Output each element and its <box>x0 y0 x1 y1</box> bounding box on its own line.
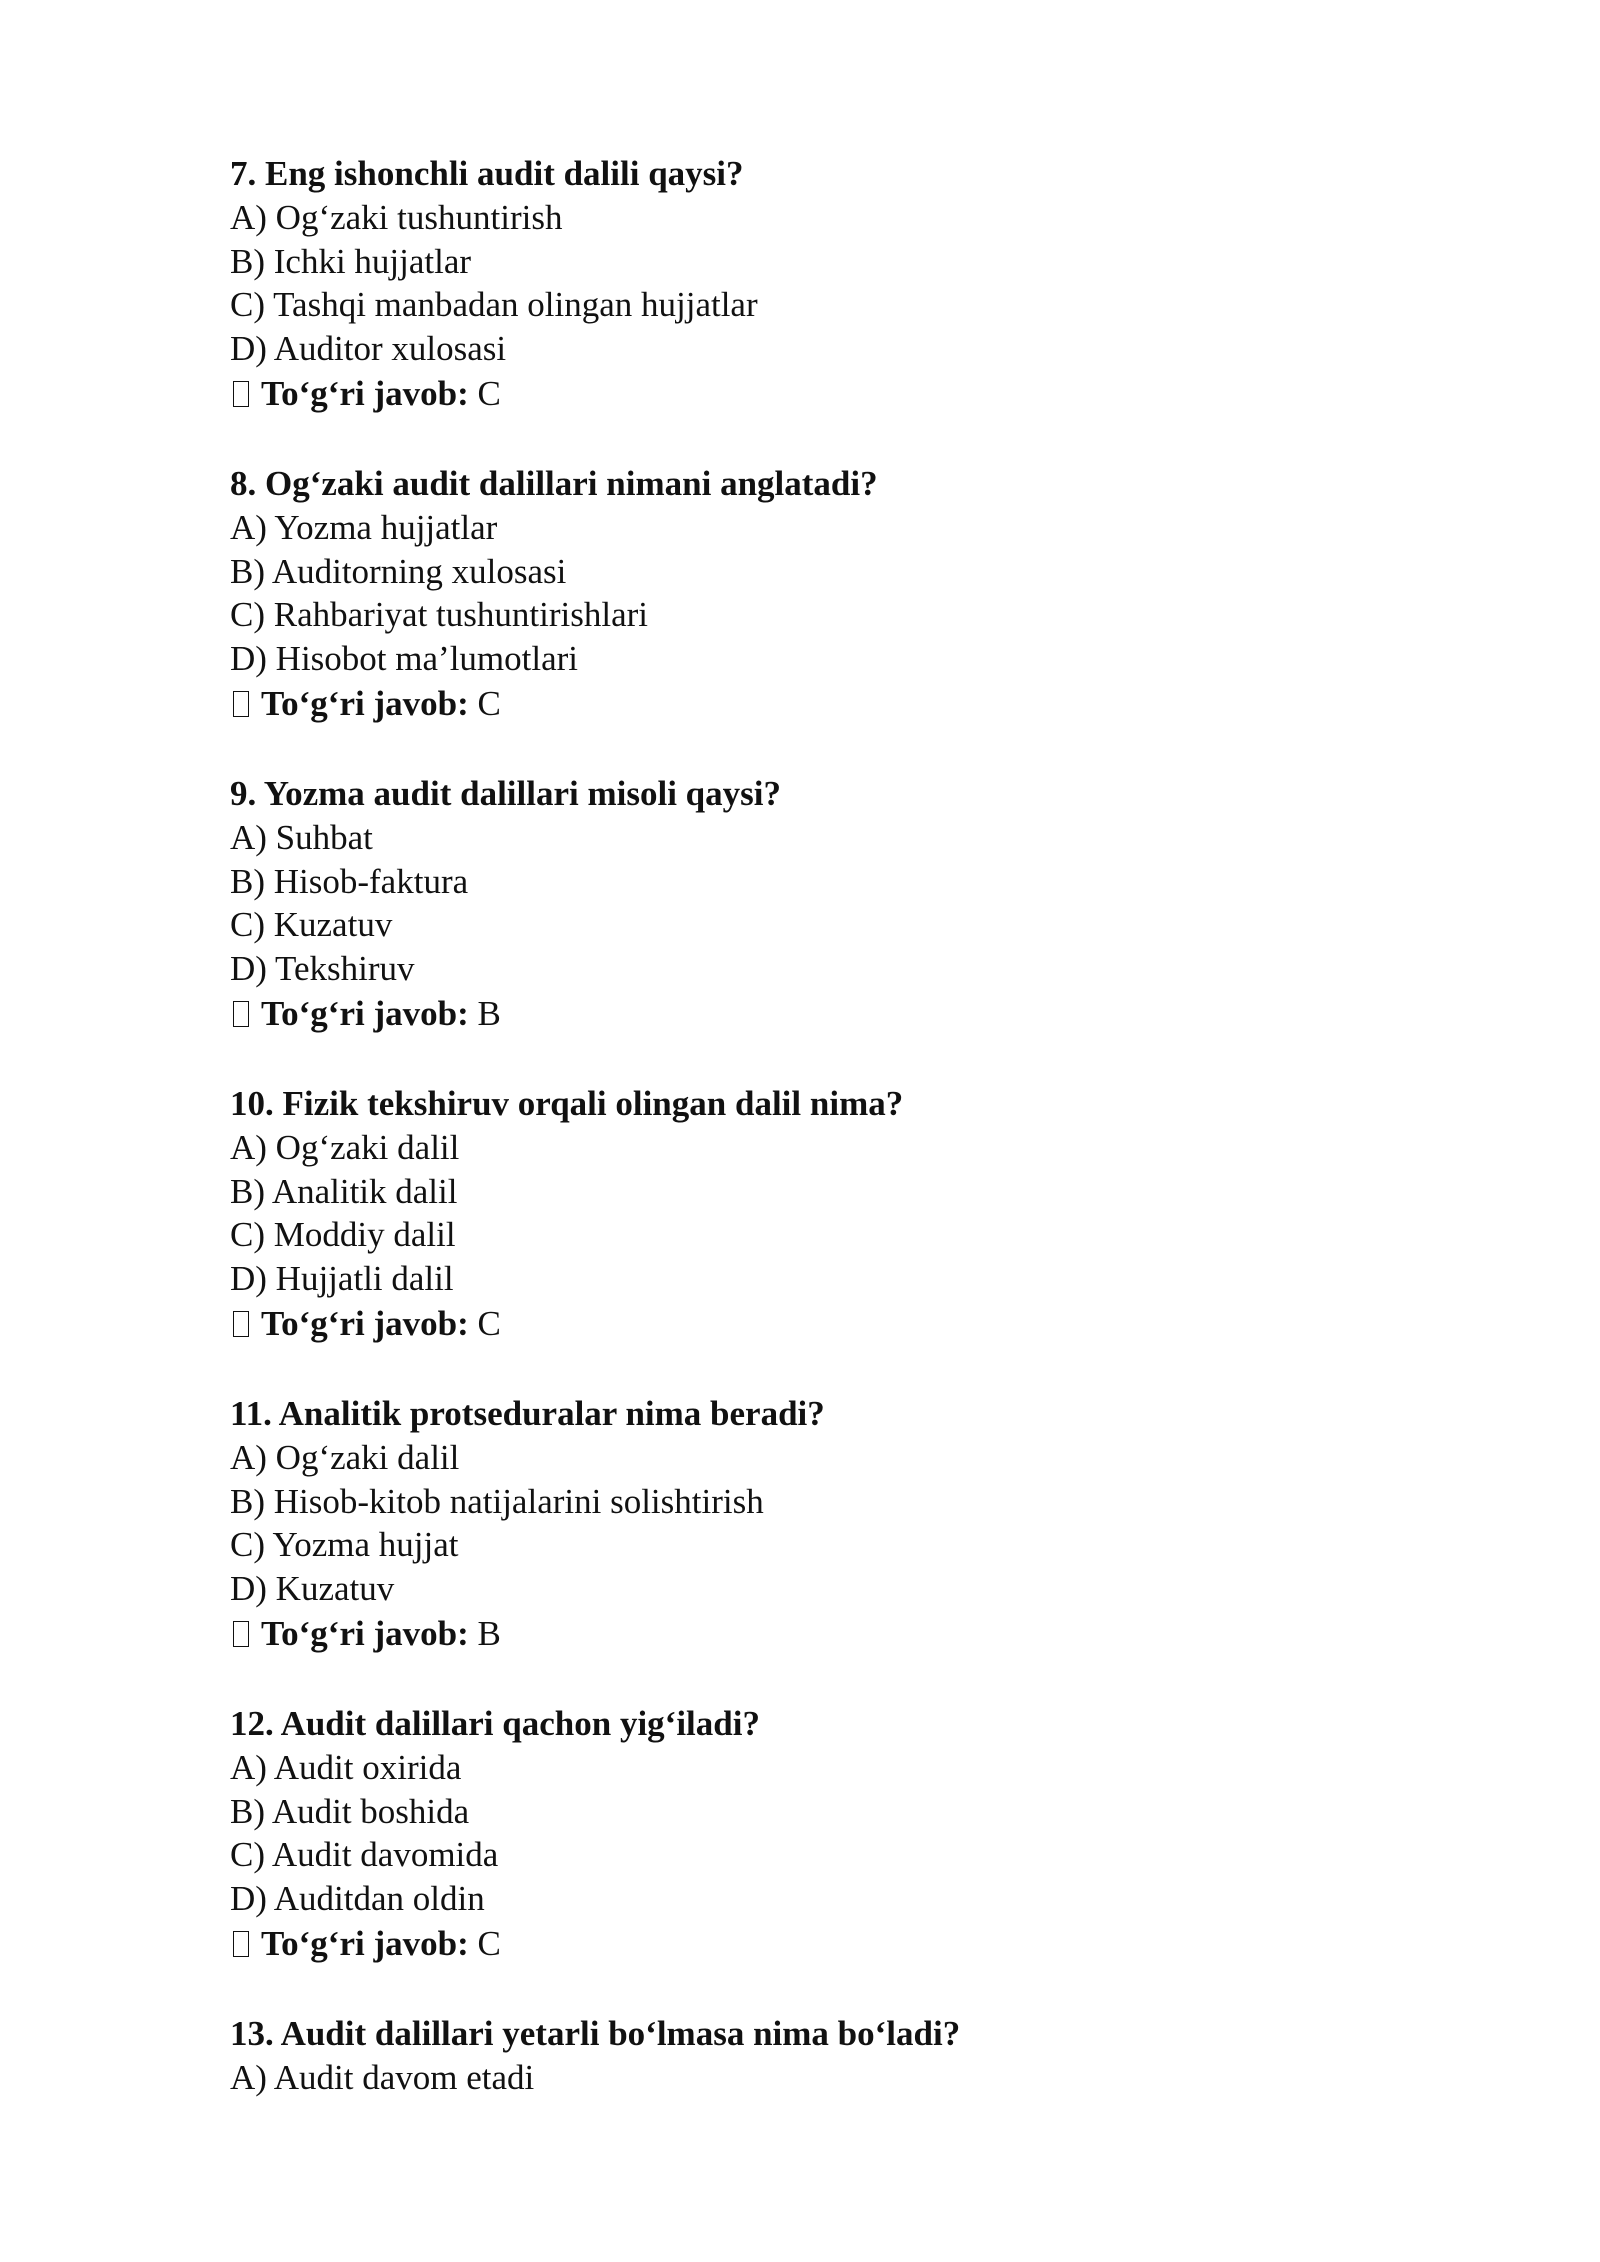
correct-answer <box>230 370 1430 418</box>
correct-answer <box>230 680 1430 728</box>
question-title: 11. Analitik protseduralar nima beradi? <box>230 1394 825 1433</box>
question-title: 10. Fizik tekshiruv orqali olingan dalil nima? <box>230 1084 904 1123</box>
option-c: C) Yozma hujjat <box>230 1525 459 1564</box>
option-b: B) Hisob-kitob natijalarini solishtirish <box>230 1481 764 1521</box>
checkbox-glyph-icon <box>233 1311 249 1337</box>
answer-label: To‘g‘ri javob: <box>261 374 469 413</box>
option-d: D) Tekshiruv <box>230 948 415 988</box>
option-a: A) Suhbat <box>230 818 373 857</box>
option-d: D) Auditor xulosasi <box>230 328 507 368</box>
answer-value: C <box>468 684 501 723</box>
answer-value: C <box>468 1304 501 1343</box>
option-c: C) Audit davomida <box>230 1835 499 1874</box>
option-a: A) Audit davom etadi <box>230 2058 535 2097</box>
option-a: A) Yozma hujjatlar <box>230 508 498 547</box>
question-title: 9. Yozma audit dalillari misoli qaysi? <box>230 774 781 813</box>
correct-answer <box>230 1610 1430 1658</box>
answer-label: To‘g‘ri javob: <box>261 1304 469 1343</box>
question-title: 13. Audit dalillari yetarli bo‘lmasa nima bo‘ladi? <box>230 2014 961 2053</box>
correct-answer <box>230 1920 1430 1968</box>
question-9 <box>230 772 1430 1038</box>
question-13 <box>230 2012 1430 2100</box>
correct-answer <box>230 990 1430 1038</box>
checkbox-glyph-icon <box>233 1001 249 1027</box>
option-d: D) Hujjatli dalil <box>230 1258 454 1298</box>
option-c: C) Rahbariyat tushuntirishlari <box>230 595 648 634</box>
option-a: A) Og‘zaki dalil <box>230 1438 460 1477</box>
checkbox-glyph-icon <box>233 691 249 717</box>
option-b: B) Analitik dalil <box>230 1171 458 1211</box>
option-d: D) Kuzatuv <box>230 1568 395 1608</box>
answer-value: B <box>468 994 501 1033</box>
answer-label: To‘g‘ri javob: <box>261 684 469 723</box>
correct-answer <box>230 1300 1430 1348</box>
option-c: C) Moddiy dalil <box>230 1215 456 1254</box>
question-8 <box>230 462 1430 728</box>
answer-value: C <box>468 374 501 413</box>
option-a: A) Og‘zaki dalil <box>230 1128 460 1167</box>
question-title: 12. Audit dalillari qachon yig‘iladi? <box>230 1704 760 1743</box>
option-b: B) Auditorning xulosasi <box>230 551 567 591</box>
checkbox-glyph-icon <box>233 381 249 407</box>
answer-label: To‘g‘ri javob: <box>261 1924 469 1963</box>
option-b: B) Ichki hujjatlar <box>230 241 472 281</box>
option-d: D) Hisobot ma’lumotlari <box>230 638 579 678</box>
checkbox-glyph-icon <box>233 1621 249 1647</box>
question-title: 7. Eng ishonchli audit dalili qaysi? <box>230 154 744 193</box>
answer-value: C <box>468 1924 501 1963</box>
answer-value: B <box>468 1614 501 1653</box>
option-c: C) Kuzatuv <box>230 905 393 944</box>
option-b: B) Hisob-faktura <box>230 861 469 901</box>
option-d: D) Auditdan oldin <box>230 1878 485 1918</box>
checkbox-glyph-icon <box>233 1931 249 1957</box>
option-c: C) Tashqi manbadan olingan hujjatlar <box>230 285 758 324</box>
question-title: 8. Og‘zaki audit dalillari nimani anglatadi? <box>230 464 878 503</box>
answer-label: To‘g‘ri javob: <box>261 994 469 1033</box>
option-b: B) Audit boshida <box>230 1791 470 1831</box>
answer-label: To‘g‘ri javob: <box>261 1614 469 1653</box>
question-12 <box>230 1702 1430 1968</box>
question-7 <box>230 152 1430 418</box>
option-a: A) Audit oxirida <box>230 1748 462 1787</box>
document-page <box>230 152 1430 2144</box>
option-a: A) Og‘zaki tushuntirish <box>230 198 563 237</box>
question-10 <box>230 1082 1430 1348</box>
question-11 <box>230 1392 1430 1658</box>
